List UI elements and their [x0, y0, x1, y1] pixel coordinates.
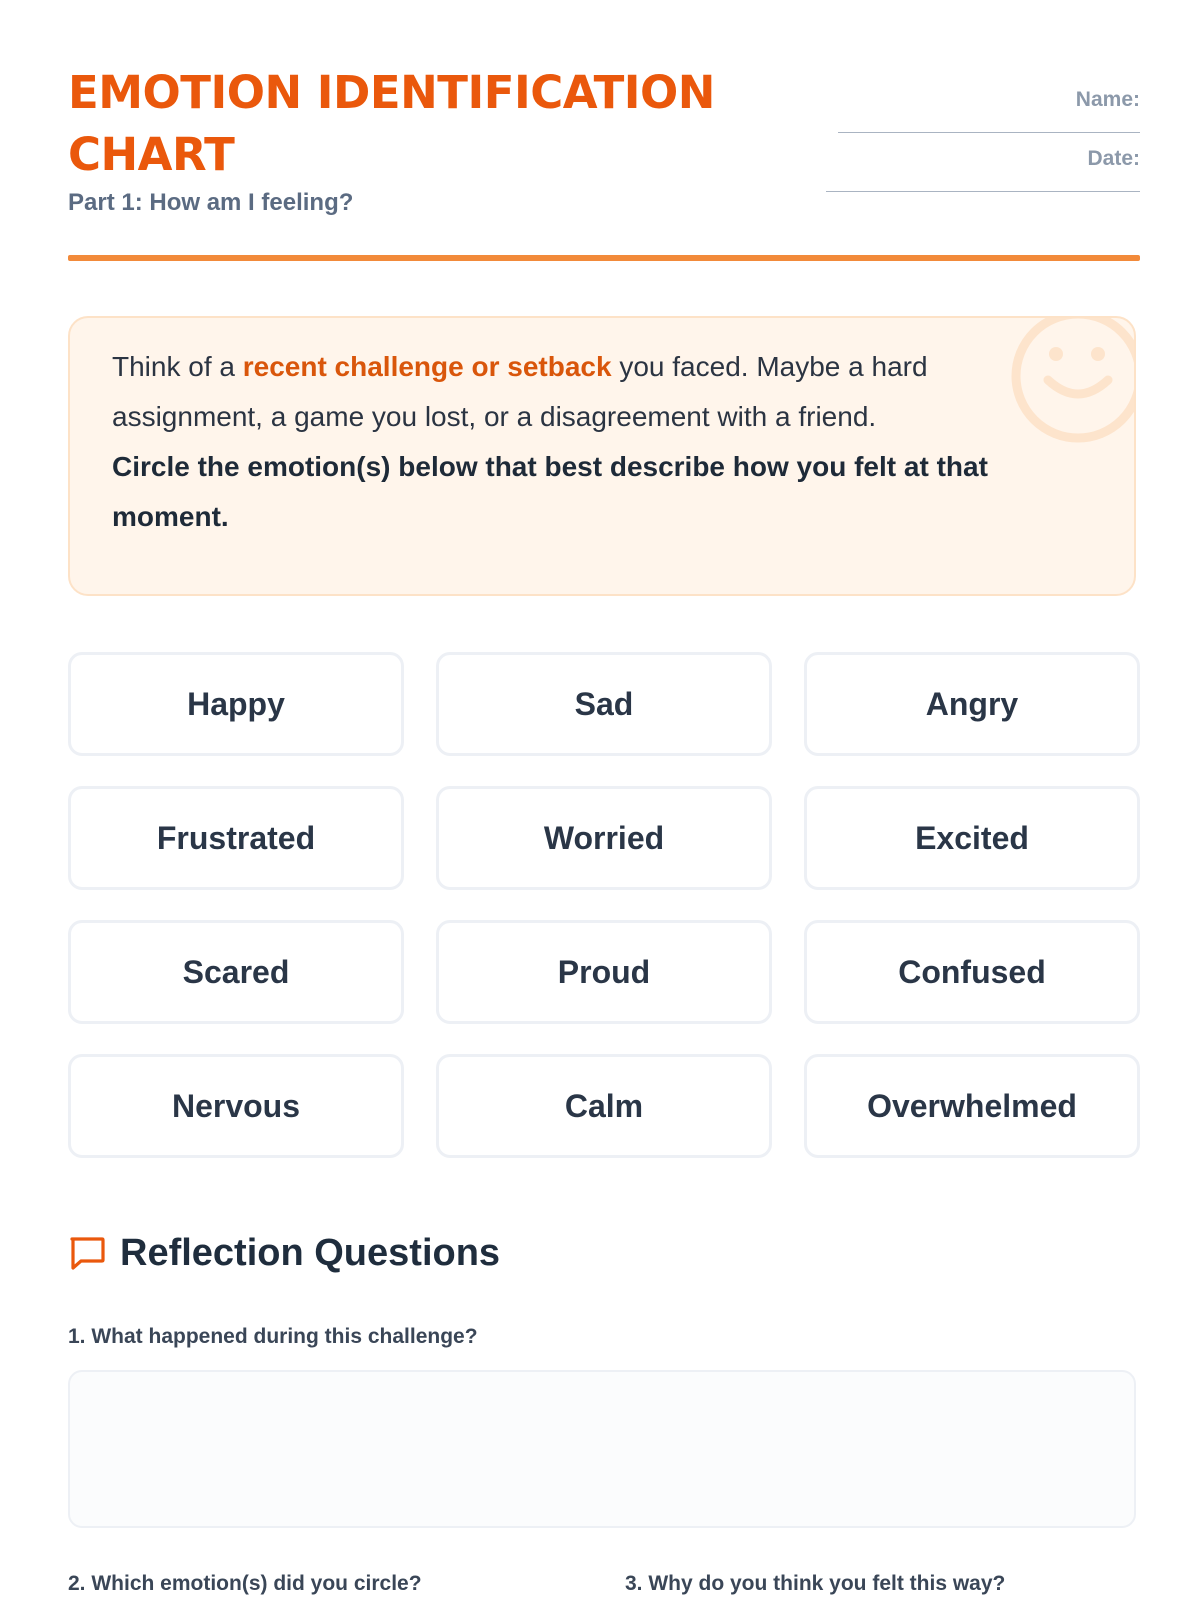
- question-1: 1. What happened during this challenge?: [68, 1325, 478, 1348]
- emotion-proud[interactable]: Proud: [436, 920, 772, 1024]
- prompt-continuation: you faced. Maybe a hard assignment, a game you lost, or a disagreement with a friend.: [112, 351, 928, 432]
- emotion-calm[interactable]: Calm: [436, 1054, 772, 1158]
- date-field[interactable]: [826, 191, 1140, 192]
- page-title: EMOTION IDENTIFICATION CHART: [68, 66, 715, 181]
- emotion-scared[interactable]: Scared: [68, 920, 404, 1024]
- prompt-highlight: recent challenge or setback: [242, 351, 612, 382]
- reflection-title: Reflection Questions: [120, 1231, 501, 1274]
- worksheet-header: [68, 62, 1140, 262]
- page-subtitle: Part 1: How am I feeling?: [68, 189, 354, 216]
- emotion-confused[interactable]: Confused: [804, 920, 1140, 1024]
- emotion-excited[interactable]: Excited: [804, 786, 1140, 890]
- date-label: Date:: [1087, 147, 1140, 170]
- speech-bubble-icon: [68, 1234, 106, 1272]
- emotion-worried[interactable]: Worried: [436, 786, 772, 890]
- prompt-intro: Think of a: [112, 351, 243, 382]
- emotion-sad[interactable]: Sad: [436, 652, 772, 756]
- emotion-overwhelmed[interactable]: Overwhelmed: [804, 1054, 1140, 1158]
- name-field[interactable]: [838, 132, 1140, 133]
- question-2: 2. Which emotion(s) did you circle?: [68, 1572, 422, 1595]
- header-divider: [68, 255, 1140, 261]
- name-label: Name:: [1075, 88, 1140, 111]
- emotion-angry[interactable]: Angry: [804, 652, 1140, 756]
- reflection-header: [68, 1225, 500, 1281]
- emotion-happy[interactable]: Happy: [68, 652, 404, 756]
- name-date-fields: [820, 88, 1140, 206]
- emotion-frustrated[interactable]: Frustrated: [68, 786, 404, 890]
- emotion-nervous[interactable]: Nervous: [68, 1054, 404, 1158]
- prompt-text: [112, 342, 1072, 542]
- question-3: 3. Why do you think you felt this way?: [625, 1572, 1006, 1595]
- prompt-box: [68, 316, 1136, 596]
- answer-box-1[interactable]: [68, 1370, 1136, 1528]
- prompt-instruction: Circle the emotion(s) below that best describe how you felt at that moment.: [112, 451, 988, 532]
- worksheet-page: [68, 0, 1140, 1600]
